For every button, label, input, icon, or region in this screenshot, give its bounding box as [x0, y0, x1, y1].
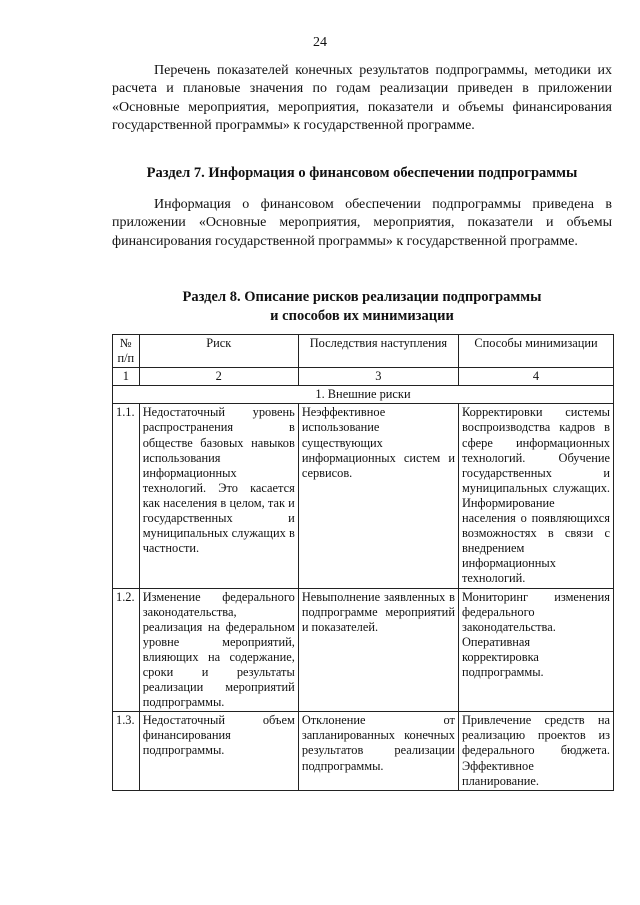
row-number: 1.3.: [113, 712, 140, 790]
consequence-cell: Неэффективное использование существующих информационных систем и сервисов.: [298, 404, 458, 588]
consequence-cell: Невыполнение заявленных в подпрограмме мероприятий и показателей.: [298, 588, 458, 712]
consequence-cell: Отклонение от запланированных конечных результатов реализации подпрограммы.: [298, 712, 458, 790]
risk-cell: Недостаточный уровень распространения в обществе базовых навыков использования информационных технологий. Это касается как населения в целом, так и государственных и муниципальных служащих в частности.: [139, 404, 298, 588]
group-row: [113, 386, 614, 404]
row-number: 1.1.: [113, 404, 140, 588]
mitigation-cell: Мониторинг изменения федерального законодательства. Оперативная корректировка подпрограммы.: [458, 588, 613, 712]
page-number: 24: [313, 35, 327, 50]
header-consequences: Последствия наступления: [298, 335, 458, 368]
section-7-title: Раздел 7. Информация о финансовом обеспечении подпрограммы: [146, 165, 578, 181]
section-7-paragraph: Информация о финансовом обеспечении подпрограммы приведена в приложении «Основные мероприятия, мероприятия, показатели и объемы финансирования государственной программы» к государственной программе.: [112, 197, 612, 249]
risk-cell: Изменение федерального законодательства, реализация на федеральном уровне мероприятий, влияющих на содержание, сроки и результаты реализации мероприятий подпрограммы.: [139, 588, 298, 712]
table-row: [113, 712, 614, 790]
table-header-row: [113, 335, 614, 368]
column-number-4: 4: [458, 368, 613, 386]
column-number-row: [113, 368, 614, 386]
section-8-title: [112, 288, 612, 326]
section-8-title-line-1: Раздел 8. Описание рисков реализации подпрограммы: [182, 289, 542, 305]
header-risk: Риск: [139, 335, 298, 368]
header-mitigation: Способы минимизации: [458, 335, 613, 368]
table-row: [113, 588, 614, 712]
column-number-1: 1: [113, 368, 140, 386]
mitigation-cell: Привлечение средств на реализацию проектов из федерального бюджета. Эффективное планирование.: [458, 712, 613, 790]
header-number: № п/п: [113, 335, 140, 368]
row-number: 1.2.: [113, 588, 140, 712]
risks-table: [112, 334, 614, 791]
intro-paragraph: Перечень показателей конечных результатов подпрограммы, методики их расчета и плановые значения по годам реализации приведен в приложении «Основные мероприятия, мероприятия, показатели и объемы финансирования государственной программы» к государственной программе.: [112, 63, 612, 134]
column-number-2: 2: [139, 368, 298, 386]
group-title: 1. Внешние риски: [113, 386, 614, 404]
section-8-title-line-2: и способов их минимизации: [270, 308, 454, 324]
mitigation-cell: Корректировки системы воспроизводства кадров в сфере информационных технологий. Обучение государственных и муниципальных служащих. Информирование населения о появляющихся возможностях в связи с внедрением информационных технологий.: [458, 404, 613, 588]
risk-cell: Недостаточный объем финансирования подпрограммы.: [139, 712, 298, 790]
table-row: [113, 404, 614, 588]
column-number-3: 3: [298, 368, 458, 386]
